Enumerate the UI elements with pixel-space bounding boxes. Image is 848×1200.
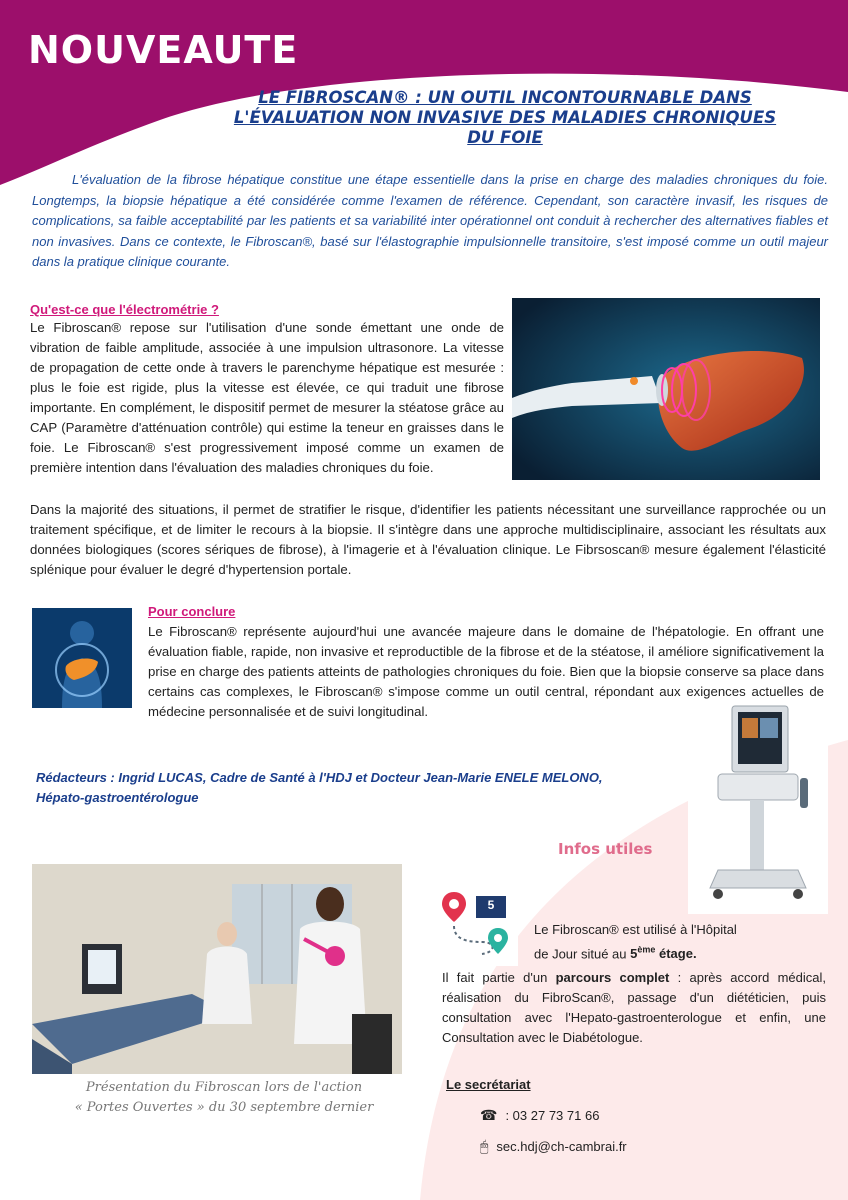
phone-icon: ☎ xyxy=(480,1107,498,1123)
floor-word: étage. xyxy=(655,946,697,962)
map-number: 5 xyxy=(487,898,495,912)
open-day-photo xyxy=(32,864,402,1074)
parcours-rest: : après accord médical, réalisation du FibroScan®, passage d'un diététicien, puis consultation avec l'Hepato-gastroenterologue et enfin, une Consultation avec le Diabétologue. xyxy=(442,970,826,1045)
mouse-pointer-icon: 🖱 xyxy=(480,1138,489,1154)
liver-body-image xyxy=(32,608,132,708)
secretariat-heading: Le secrétariat xyxy=(446,1077,531,1092)
fibroscan-device-image xyxy=(688,700,828,914)
map-location-icon xyxy=(436,884,518,966)
parcours-prefix: Il fait partie d'un xyxy=(442,970,556,985)
intro-paragraph: L'évaluation de la fibrose hépatique constitue une étape essentielle dans la prise en charge des maladies chroniques du foie. Longtemps, la biopsie hépatique a été considérée comme l'examen de référence. Cependant, son caractère invasif, les risques de complications, sa faible acceptabilité par les patients et sa variabilité inter opérationnel ont conduit à rechercher des alternatives fiables et non invasives. Dans ce contexte, le Fibroscan®, basé sur l'élastographie impulsionnelle transitoire, s'est imposé comme un outil majeur dans la pratique clinique courante. xyxy=(32,172,828,269)
email-address[interactable]: sec.hdj@ch-cambrai.fr xyxy=(496,1139,627,1154)
location-line1: Le Fibroscan® est utilisé à l'Hôpital xyxy=(534,922,737,937)
page-title: NOUVEAUTE xyxy=(28,28,299,72)
authors-line2: Hépato-gastroentérologue xyxy=(36,790,199,805)
floor-number: 5 xyxy=(630,946,638,962)
parcours-bold: parcours complet xyxy=(555,970,670,985)
parcours-paragraph xyxy=(442,968,826,1048)
photo-caption-line1: Présentation du Fibroscan lors de l'action xyxy=(85,1080,363,1095)
photo-caption-line2: « Portes Ouvertes » du 30 septembre dernier xyxy=(74,1100,374,1115)
section-heading-electrometrie: Qu'est-ce que l'électrométrie ? xyxy=(30,302,219,317)
authors-line1: Rédacteurs : Ingrid LUCAS, Cadre de Santé à l'HDJ et Docteur Jean-Marie ENELE MELONO, xyxy=(36,770,603,785)
photo-caption xyxy=(34,1078,414,1118)
phone-row xyxy=(480,1107,599,1124)
location-text xyxy=(534,920,824,964)
email-row xyxy=(480,1138,627,1155)
section-heading-conclure: Pour conclure xyxy=(148,604,236,619)
section1-paragraph1: Le Fibroscan® repose sur l'utilisation d'une sonde émettant une onde de vibration de faible amplitude, associée à une impulsion ultrasonore. La vitesse de propagation de cette onde à travers le parenchyme hépatique est mesurée : plus le foie est rigide, plus la vitesse est élevée, ce qui traduit une fibrose importante. En complément, le dispositif permet de mesurer la stéatose grâce au CAP (Paramètre d'atténuation contrôle) qui estime la teneur en graisses dans le foie. Le Fibroscan® s'est progressivement imposé comme un examen de première intention dans l'évaluation des maladies chroniques du foie. xyxy=(30,320,504,475)
fibroscan-probe-image xyxy=(512,298,820,480)
section2-paragraph: Le Fibroscan® représente aujourd'hui une avancée majeure dans le domaine de l'hépatologie. En offrant une évaluation fiable, rapide, non invasive et reproductible de la fibrose et de la stéatose, il améliore significativement la prise en charge des patients atteints de pathologies chroniques du foie. Bien que la biopsie conserve sa place dans certains cas complexes, le Fibroscan® s'impose comme un outil central, répondant aux exigences actuelles de médecine personnalisée et de suivi longitudinal. xyxy=(148,624,824,719)
infos-utiles-title: Infos utiles xyxy=(558,840,653,858)
article-title: LE FIBROSCAN® : UN OUTIL INCONTOURNABLE DANS L'ÉVALUATION NON INVASIVE DES MALADIES CHRONIQUES DU FOIE xyxy=(233,88,777,147)
floor-sup: ème xyxy=(637,945,656,955)
location-line2: de Jour situé au xyxy=(534,946,631,962)
phone-number[interactable]: : 03 27 73 71 66 xyxy=(505,1108,600,1123)
section1-paragraph2: Dans la majorité des situations, il permet de stratifier le risque, d'identifier les patients nécessitant une surveillance rapprochée ou un traitement spécifique, et de limiter le recours à la biopsie. Il s'intègre dans une approche multidisciplinaire, associant les résultats aux données biologiques (scores sériques de fibrose), à l'imagerie et à l'évaluation clinique. Le Fibrsoscan® mesure également l'élasticité splénique pour évaluer le degré d'hypertension portale. xyxy=(30,502,826,577)
authors xyxy=(36,768,676,808)
